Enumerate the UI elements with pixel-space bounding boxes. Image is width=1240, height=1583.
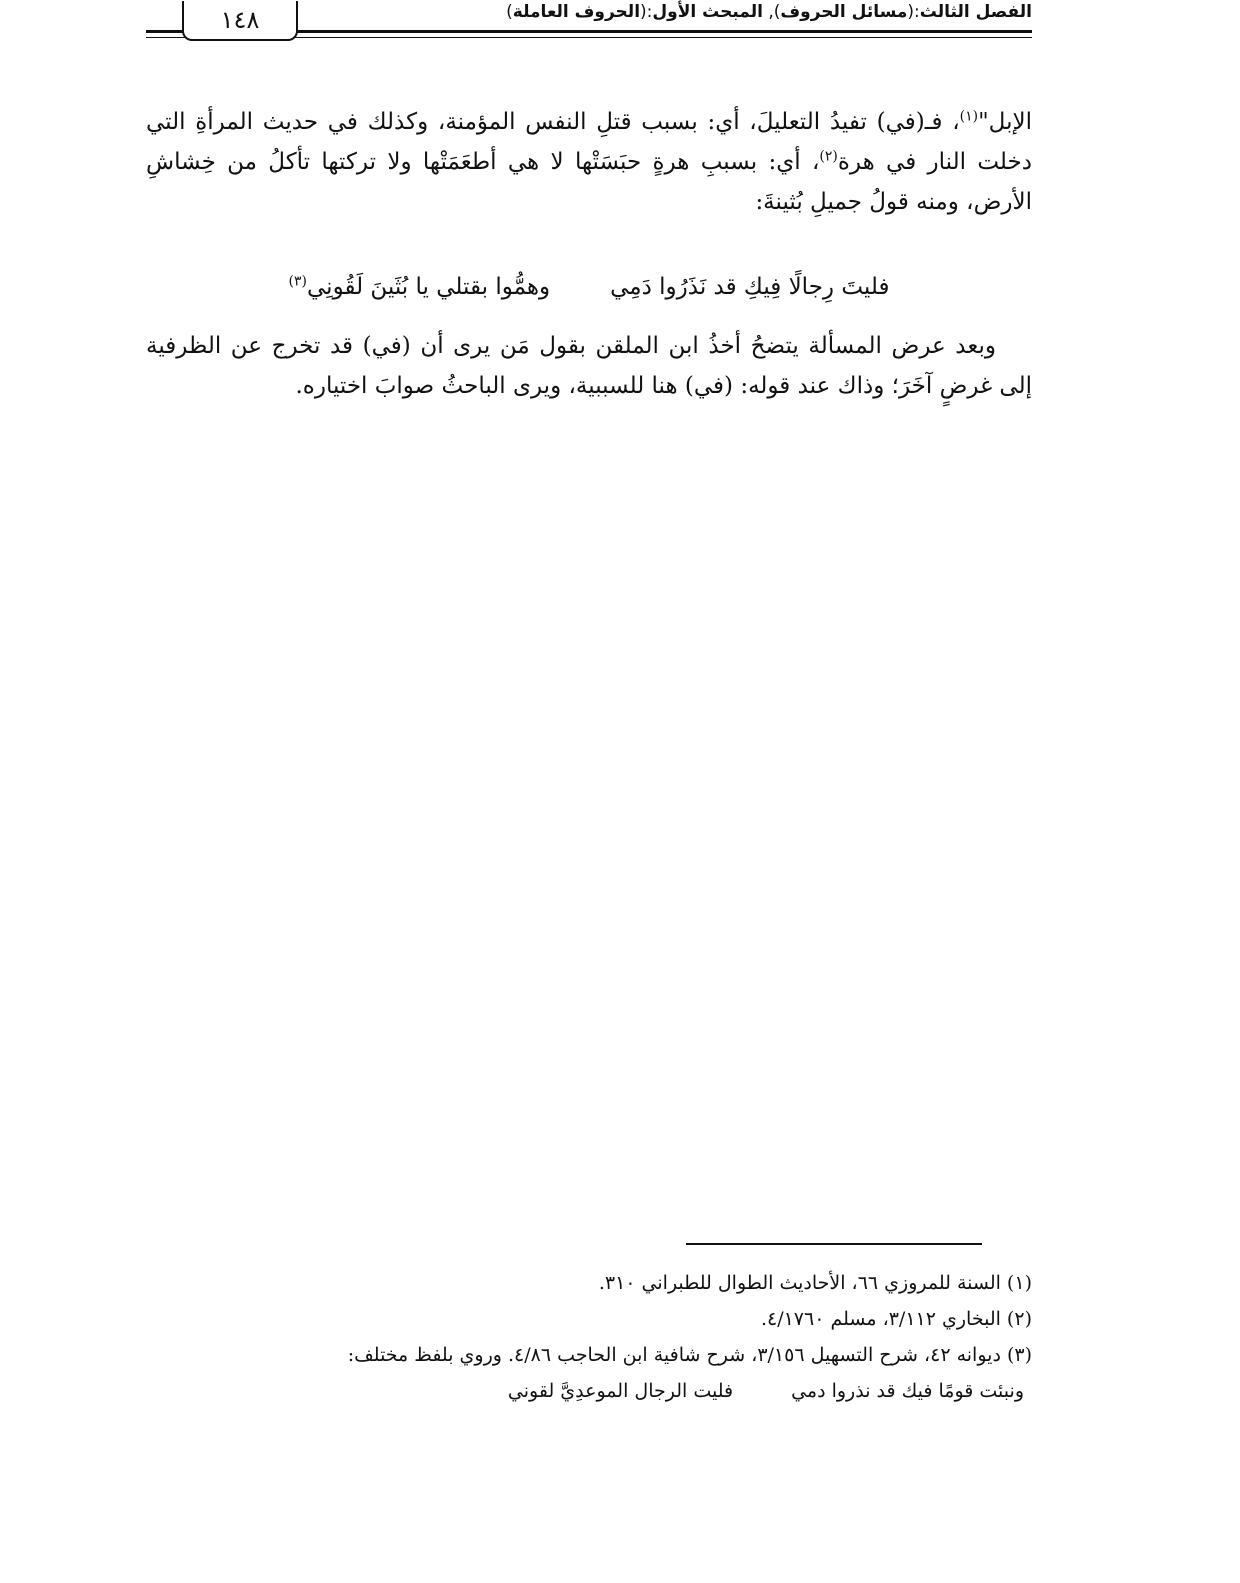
footnote-marker: (٣) — [288, 273, 308, 290]
footnote-marker: (٢) — [819, 148, 838, 165]
footnote-verse — [146, 1373, 1032, 1409]
verse-hemistich-first: فليتَ رِجالًا فِيكِ قد نَذَرُوا دَمِي — [610, 274, 890, 300]
verse-text: وهمُّوا بقتلي يا بُثَينَ لَقُونِي — [307, 274, 551, 300]
footnote-separator — [686, 1243, 982, 1245]
running-head-section: مسائل الحروف — [780, 2, 908, 22]
running-head-sep: :( — [907, 2, 920, 22]
footnote-1: (١) السنة للمروزي ٦٦، الأحاديث الطوال للطبراني ٣١٠. — [598, 1272, 1032, 1294]
footnote-verse-second: فليت الرجال الموعدِيَّ لقوني — [507, 1380, 734, 1402]
running-head-chapter: الفصل الثالث — [919, 2, 1032, 22]
running-head-sep: ) — [506, 2, 513, 22]
body-paragraph — [146, 326, 1032, 406]
poetry-verse — [146, 267, 1032, 307]
body-paragraph — [146, 102, 1032, 222]
footnote-verse-first: ونبئت قومًا فيك قد نذروا دمي — [791, 1380, 1024, 1402]
page-number — [182, 1, 298, 41]
running-head — [506, 2, 1032, 22]
page-number-text: ١٤٨ — [220, 6, 260, 34]
footnote-marker: (١) — [959, 108, 979, 125]
running-head-topic: المبحث الأول — [652, 2, 763, 22]
running-head-sep: ), — [762, 2, 781, 22]
running-head-sep: :( — [640, 2, 653, 22]
running-head-subtopic: الحروف العاملة — [512, 2, 641, 22]
paragraph-text: الإبل"$^{(١)}$، فـ(في) تفيدُ التعليلَ، أي: بسبب قتلِ النفس المؤمنة، وكذلك في حديث المرأةِ التي دخلت النار في هرة$^{(٢)}$، أي: بسببِ هرةٍ حبَسَتْها لا هي أطعَمَتْها ولا تركتها تأكلُ من خِشاشِ الأرض، ومنه قولُ جميلِ بُثينةَ: — [146, 108, 1032, 215]
footnote-2: (٢) البخاري ٣/١١٢، مسلم ٤/١٧٦٠. — [760, 1308, 1032, 1330]
footnotes — [146, 1265, 1032, 1409]
footnote-3: (٣) ديوانه ٤٢، شرح التسهيل ٣/١٥٦، شرح شافية ابن الحاجب ٤/٨٦. وروي بلفظ مختلف: — [347, 1344, 1032, 1366]
verse-hemistich-second — [289, 267, 551, 307]
paragraph-text: وبعد عرض المسألة يتضحُ أخذُ ابن الملقن بقول مَن يرى أن (في) قد تخرج عن الظرفية إلى غرضٍ آخَرَ؛ وذاك عند قوله: (في) هنا للسببية، ويرى الباحثُ صوابَ اختياره. — [146, 333, 1032, 399]
